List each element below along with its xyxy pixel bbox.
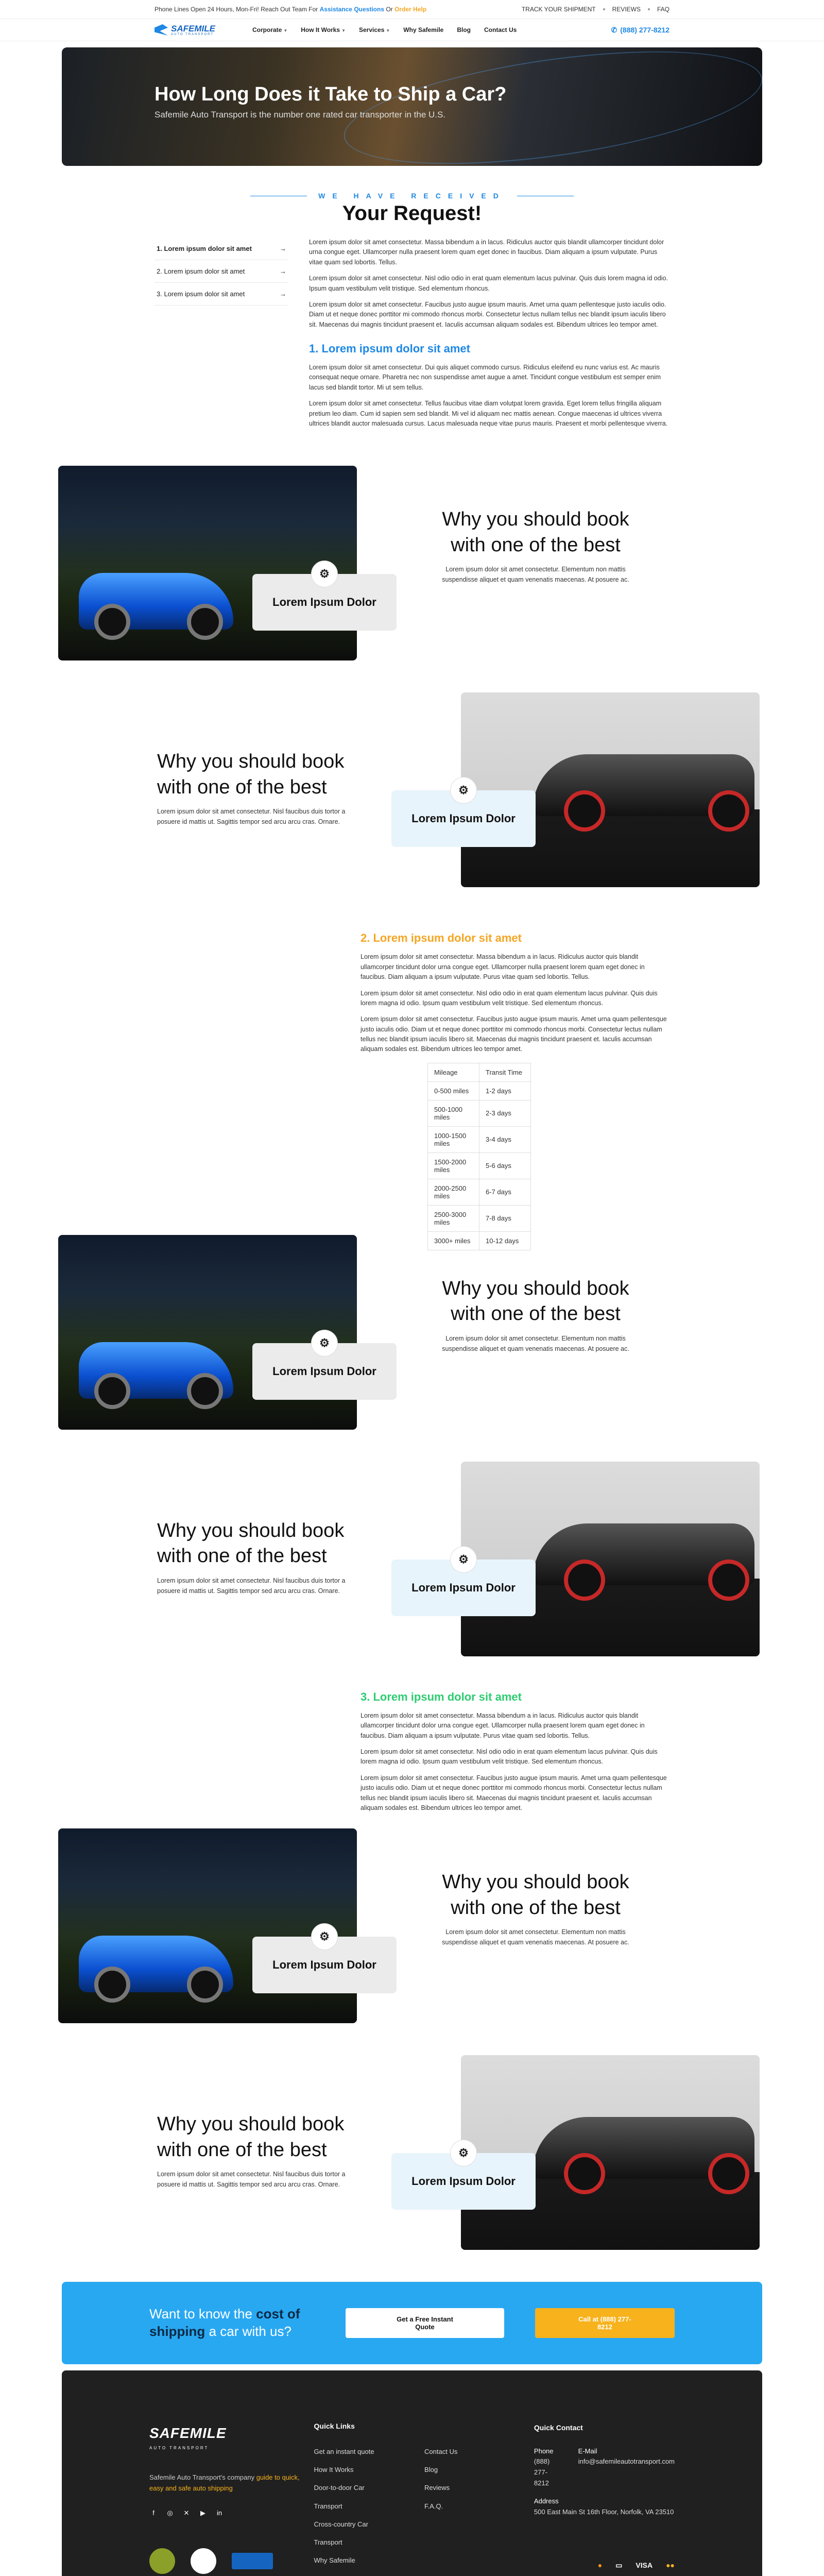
feature-badge: ⚙ Lorem Ipsum Dolor (391, 1560, 536, 1616)
paragraph: Lorem ipsum dolor sit amet consectetur. Faucibus justo augue ipsum mauris. Amet urna quam pellentesque justo iaculis odio. Diam ut et neque donec porttitor mi commodo rhoncus morbi. Consectetur lectus nullam tellus nec blandit ipsum iaculis libero sit. Maecenas dui magnis tincidunt praesent et. Iaculis accumsan aliquam sodales est. Bibendum ultrices leo tempor amet. (360, 1015, 667, 1053)
footer-link[interactable]: Reviews F.A.Q. (424, 2484, 450, 2510)
received-title: Your Request! (342, 202, 482, 225)
feature-text: Lorem ipsum dolor sit amet consectetur. Elementum non mattis suspendisse aliquet et quam venenatis maecenas. At posuere ac. (442, 1928, 629, 1946)
footer-address: 500 East Main St 16th Floor, Norfolk, VA 23510 (534, 2507, 674, 2516)
paragraph: Lorem ipsum dolor sit amet consectetur. Massa bibendum a in lacus. Ridiculus auctor quis blandit ullamcorper tincidunt dolor urna congue eget. Ullamcorper nulla praesent lorem quam eget donec in faucibus. Diam aliquam a ipsum vulputate. Purus vitae quam sed lobortis. Tellus. (360, 953, 645, 981)
table-of-contents (154, 238, 288, 435)
feature-title: Why you should book with one of the best (157, 1519, 345, 1567)
car-photo-blue (58, 466, 357, 660)
award-badge-icon (149, 2548, 175, 2574)
feature-text: Lorem ipsum dolor sit amet consectetur. Elementum non mattis suspendisse aliquet et quam venenatis maecenas. At posuere ac. (442, 1334, 629, 1352)
feature-text: Lorem ipsum dolor sit amet consectetur. Nisl faucibus duis tortor a posuere id mattis ut. Sagittis tempor sed arcu arcu cras. Ornare. (157, 2171, 346, 2189)
paragraph: Lorem ipsum dolor sit amet consectetur. Tellus faucibus vitae diam volutpat lorem gravida. Eget lorem tellus fringilla aliquam pretium leo diam. Cum id sapien sem sed blandit. Mi vel id aliquam nec mattis aenean. Congue maecenas id ultrices viverra ultrices blandit auctor malesuada cursus. Lacus malesuada neque vitae purus mauris. Praesent et morbi pellentesque viverra. (309, 400, 668, 427)
footer-link[interactable]: Why Safemile (314, 2556, 355, 2564)
table-row: 1000-1500 miles 3-4 days (428, 1126, 531, 1153)
topbar (0, 0, 824, 19)
footer-link[interactable]: Blog (424, 2466, 438, 2474)
feature-title: Why you should book with one of the best (442, 1871, 629, 1919)
section-2 (154, 929, 670, 1054)
steering-icon: ⚙ (450, 777, 477, 804)
discover-icon: ● (597, 2561, 603, 2570)
feature-title: Why you should book with one of the best (157, 751, 345, 798)
nav-corporate[interactable]: Corporate ▼ (252, 26, 288, 33)
section-heading-3: 3. Lorem ipsum dolor sit amet (360, 1690, 522, 1703)
call-button[interactable]: Call at (888) 277-8212 (535, 2308, 675, 2338)
nav-blog[interactable]: Blog (457, 26, 471, 33)
nav-how-it-works[interactable]: How It Works ▼ (301, 26, 346, 33)
topbar-notice (154, 6, 426, 13)
hero-title: How Long Does it Take to Ship a Car? (154, 83, 507, 105)
feature-text: Lorem ipsum dolor sit amet consectetur. Nisl faucibus duis tortor a posuere id mattis ut. Sagittis tempor sed arcu arcu cras. Ornare. (157, 808, 346, 826)
paragraph: Lorem ipsum dolor sit amet consectetur. Dui quis aliquet commodo cursus. Ridiculus eleifend eu nunc varius est. Ac mauris consequat neque ornare. Pharetra nec non suspendisse amet augue a amet. Tincidunt congue vestibulum est semper enim lacus sed blandit tortor. Mi ut sem tellus. (309, 364, 661, 391)
visa-icon: VISA (636, 2561, 653, 2570)
mastercard-icon: ●● (666, 2561, 675, 2570)
section-3 (154, 1688, 670, 1813)
quick-links-title: Quick Links (314, 2422, 355, 2431)
quick-contact-title: Quick Contact (534, 2424, 583, 2432)
payment-methods (598, 2561, 675, 2570)
transit-time-table (427, 1063, 531, 1250)
footer-logo-sub: AUTO TRANSPORT (149, 2446, 209, 2451)
social-links (149, 2509, 314, 2517)
assistance-link[interactable]: Assistance Questions (319, 6, 384, 13)
paragraph: Lorem ipsum dolor sit amet consectetur. Nisl odio odio in erat quam elementum lacus pulvinar. Quis duis lorem magna id odio. Ipsum quam vestibulum velit tristique. Sed elementum rhoncus. (360, 1748, 658, 1766)
steering-icon: ⚙ (311, 1923, 338, 1950)
track-shipment-link[interactable]: TRACK YOUR SHIPMENT (521, 6, 596, 13)
footer-link[interactable]: Contact Us (424, 2448, 458, 2456)
mercedes-badge-icon (191, 2548, 216, 2574)
steering-icon: ⚙ (450, 1546, 477, 1573)
car-photo-grey (461, 692, 760, 887)
toc-item[interactable]: 1. Lorem ipsum dolor sit amet → (154, 238, 288, 260)
feature-text: Lorem ipsum dolor sit amet consectetur. Nisl faucibus duis tortor a posuere id mattis ut. Sagittis tempor sed arcu arcu cras. Ornare. (157, 1577, 346, 1595)
separator-dot (648, 8, 650, 10)
notice-text: Phone Lines Open 24 Hours, Mon-Fri! Reach Out Team For (154, 6, 318, 13)
linkedin-icon[interactable]: in (216, 2509, 222, 2517)
feature-badge: ⚙ Lorem Ipsum Dolor (252, 1937, 397, 1993)
certifications (149, 2548, 314, 2574)
car-photo-blue (58, 1828, 357, 2023)
content-area (0, 238, 824, 435)
table-row: 3000+ miles 10-12 days (428, 1231, 531, 1250)
instagram-icon[interactable]: ◎ (167, 2509, 173, 2517)
received-header (0, 192, 824, 225)
footer-logo[interactable]: SAFEMILE (149, 2425, 227, 2442)
table-row: 2000-2500 miles 6-7 days (428, 1179, 531, 1205)
steering-icon: ⚙ (450, 2140, 477, 2166)
article-body (309, 238, 670, 435)
notice-or: Or (386, 6, 393, 13)
table-row: 500-1000 miles 2-3 days (428, 1100, 531, 1126)
chevron-down-icon: ▼ (283, 28, 288, 33)
bbb-accredited-icon (232, 2553, 273, 2569)
paragraph: Lorem ipsum dolor sit amet consectetur. Faucibus justo augue ipsum mauris. Amet urna quam pellentesque justo iaculis odio. Diam ut et neque donec porttitor mi commodo rhoncus morbi. Consectetur lectus nullam tellus nec blandit ipsum iaculis libero sit. Maecenas dui magnis tincidunt praesent et. Iaculis accumsan aliquam sodales est. Bibendum ultrices leo tempor amet. (309, 300, 666, 328)
feature-badge: ⚙ Lorem Ipsum Dolor (391, 2153, 536, 2210)
topbar-links (522, 6, 670, 13)
steering-icon: ⚙ (311, 1330, 338, 1357)
feature-block (0, 1235, 824, 1431)
feature-block (0, 466, 824, 662)
free-quote-button[interactable]: Get a Free Instant Quote (346, 2308, 504, 2338)
table-row: 0-500 miles 1-2 days (428, 1081, 531, 1100)
chevron-down-icon: ▼ (386, 28, 390, 33)
paragraph: Lorem ipsum dolor sit amet consectetur. Faucibus justo augue ipsum mauris. Amet urna quam pellentesque justo iaculis odio. Diam ut et neque donec porttitor mi commodo rhoncus morbi. Consectetur lectus nullam tellus nec blandit ipsum iaculis libero sit. Maecenas dui magnis tincidunt praesent et. Iaculis accumsan aliquam sodales est. Bibendum ultrices leo tempor amet. (360, 1774, 667, 1811)
feature-block (0, 1828, 824, 2024)
twitter-icon[interactable]: ✕ (183, 2509, 190, 2517)
car-photo-grey (461, 1462, 760, 1656)
car-photo-grey (461, 2055, 760, 2250)
footer (62, 2370, 762, 2576)
feature-badge: ⚙ Lorem Ipsum Dolor (252, 1343, 397, 1400)
card-icon: ▭ (615, 2561, 623, 2570)
car-photo-blue (58, 1235, 357, 1430)
toc-item[interactable]: 2. Lorem ipsum dolor sit amet → (154, 260, 288, 283)
navbar (0, 19, 824, 41)
nav-phone-link[interactable] (611, 26, 670, 35)
footer-link[interactable]: How It Works (314, 2466, 354, 2474)
separator-dot (603, 8, 605, 10)
paragraph: Lorem ipsum dolor sit amet consectetur. Nisl odio odio in erat quam elementum lacus pulvinar. Quis duis lorem magna id odio. Ipsum quam vestibulum velit tristique. Sed elementum rhoncus. (309, 275, 668, 292)
paragraph: Lorem ipsum dolor sit amet consectetur. Massa bibendum a in lacus. Ridiculus auctor quis blandit ullamcorper tincidunt dolor urna congue eget. Ullamcorper nulla praesent lorem quam eget donec in faucibus. Diam aliquam a ipsum vulputate. Purus vitae quam sed lobortis. Tellus. (309, 239, 664, 266)
hero-banner (62, 47, 762, 166)
reviews-link[interactable]: REVIEWS (612, 6, 641, 13)
address-label: Address (534, 2497, 559, 2505)
feature-title: Why you should book with one of the best (442, 1277, 629, 1325)
arrow-right-icon: → (280, 245, 286, 252)
facebook-icon[interactable]: f (152, 2509, 154, 2517)
nav-menu (252, 26, 517, 33)
footer-phone[interactable]: (888) 277-8212 (534, 2458, 550, 2487)
nav-why-safemile[interactable]: Why Safemile (403, 26, 444, 33)
feature-title: Why you should book with one of the best (442, 509, 629, 556)
steering-icon: ⚙ (311, 561, 338, 587)
faq-link[interactable]: FAQ (657, 6, 670, 13)
nav-services[interactable]: Services ▼ (358, 26, 390, 33)
table-row: 2500-3000 miles 7-8 days (428, 1205, 531, 1231)
nav-contact[interactable]: Contact Us (484, 26, 517, 33)
section-heading-2: 2. Lorem ipsum dolor sit amet (360, 931, 522, 945)
phone-icon: ✆ (611, 25, 617, 34)
youtube-icon[interactable]: ▶ (200, 2509, 205, 2517)
phone-label: Phone (534, 2447, 554, 2455)
email-label: E-Mail (578, 2447, 597, 2455)
footer-link[interactable]: Door-to-door Car Transport (314, 2484, 365, 2510)
logo-sub: AUTO TRANSPORT (171, 32, 214, 36)
feature-block (0, 692, 824, 888)
footer-email[interactable]: info@safemileautotransport.com (578, 2458, 675, 2466)
logo-name: SAFEMILE (171, 23, 215, 33)
order-help-link[interactable]: Order Help (394, 6, 427, 13)
feature-badge: ⚙ Lorem Ipsum Dolor (252, 574, 397, 631)
feature-badge: ⚙ Lorem Ipsum Dolor (391, 790, 536, 847)
table-row: 1500-2000 miles 5-6 days (428, 1153, 531, 1179)
table-header: Mileage Transit Time (428, 1063, 531, 1081)
paragraph: Lorem ipsum dolor sit amet consectetur. Nisl odio odio in erat quam elementum lacus pulvinar. Quis duis lorem magna id odio. Ipsum quam vestibulum velit tristique. Sed elementum rhoncus. (360, 989, 658, 1007)
toc-item[interactable]: 3. Lorem ipsum dolor sit amet → (154, 283, 288, 306)
section-heading-1: 1. Lorem ipsum dolor sit amet (309, 342, 470, 355)
feature-block (0, 2055, 824, 2251)
logo-mark-icon (154, 24, 168, 36)
arrow-right-icon: → (280, 267, 286, 275)
footer-description: Safemile Auto Transport's company guide to quick, easy and safe auto shipping (149, 2473, 300, 2492)
received-label: WE HAVE RECEIVED (318, 192, 506, 200)
cta-banner (62, 2282, 762, 2364)
feature-title: Why you should book with one of the best (157, 2113, 345, 2161)
footer-link[interactable]: Cross-country Car Transport (314, 2520, 368, 2546)
logo[interactable] (154, 24, 232, 36)
arrow-right-icon: → (280, 290, 286, 298)
paragraph: Lorem ipsum dolor sit amet consectetur. Massa bibendum a in lacus. Ridiculus auctor quis blandit ullamcorper tincidunt dolor urna congue eget. Ullamcorper nulla praesent lorem quam eget donec in faucibus. Diam aliquam a ipsum vulputate. Purus vitae quam sed lobortis. Tellus. (360, 1711, 645, 1739)
cta-heading: Want to know the cost of shipping a car with us? (149, 2306, 300, 2340)
nav-phone-number: (888) 277-8212 (620, 26, 670, 34)
hero-subtitle: Safemile Auto Transport is the number one rated car transporter in the U.S. (154, 110, 446, 120)
chevron-down-icon: ▼ (341, 28, 346, 33)
footer-link[interactable]: Get an instant quote (314, 2448, 374, 2456)
feature-block (0, 1462, 824, 1657)
feature-text: Lorem ipsum dolor sit amet consectetur. Elementum non mattis suspendisse aliquet et quam venenatis maecenas. At posuere ac. (442, 566, 629, 584)
